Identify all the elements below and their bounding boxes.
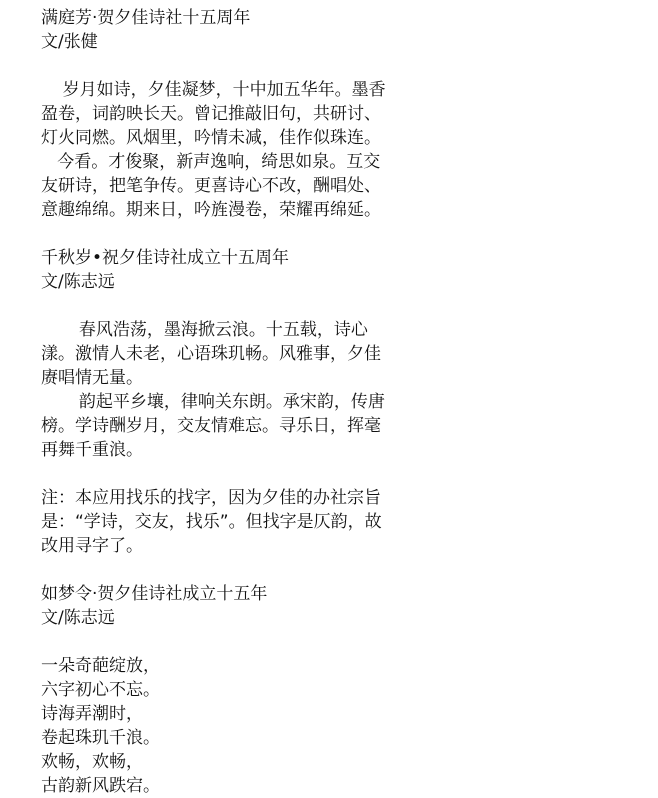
poem-author: 文/张健 bbox=[41, 32, 98, 52]
poem-line: 友研诗，把笔争传。更喜诗心不改，酬唱处、 bbox=[41, 176, 381, 196]
poem-title: 如梦令·贺夕佳诗社成立十五年 bbox=[41, 584, 268, 604]
poem-line: 意趣绵绵。期来日，吟旌漫卷，荣耀再绵延。 bbox=[41, 200, 381, 220]
poem-line: 灯火同燃。风烟里，吟情未减，佳作似珠连。 bbox=[41, 128, 381, 148]
poem-line: 古韵新风跌宕。 bbox=[41, 776, 160, 796]
poem-line: 六字初心不忘。 bbox=[41, 680, 160, 700]
spacer bbox=[41, 294, 441, 318]
poem-line: 漾。激情人未老，心语珠玑畅。风雅事，夕佳 bbox=[41, 344, 381, 364]
poem-line: 再舞千重浪。 bbox=[41, 440, 143, 460]
spacer bbox=[41, 462, 441, 486]
poem-line: 诗海弄潮时， bbox=[41, 704, 143, 724]
poem-note-line: 是：“学诗，交友，找乐”。但找字是仄韵，故 bbox=[41, 512, 382, 532]
poem-line: 盈卷，词韵映长天。曾记推敲旧句，共研讨、 bbox=[41, 104, 381, 124]
spacer bbox=[41, 222, 441, 246]
poem-line: 春风浩荡，墨海掀云浪。十五载，诗心 bbox=[41, 320, 368, 340]
poem-line: 韵起平乡壤，律响关东朗。承宋韵，传唐 bbox=[41, 392, 385, 412]
poem-author: 文/陈志远 bbox=[41, 272, 115, 292]
poem-line: 岁月如诗，夕佳凝梦，十中加五华年。墨香 bbox=[41, 80, 386, 100]
poem-line: 欢畅，欢畅， bbox=[41, 752, 143, 772]
poem-line: 榜。学诗酬岁月，交友情难忘。寻乐日，挥毫 bbox=[41, 416, 381, 436]
poem-author: 文/陈志远 bbox=[41, 608, 115, 628]
poem-line: 今看。才俊聚，新声逸响，绮思如泉。互交 bbox=[41, 152, 381, 172]
spacer bbox=[41, 558, 441, 582]
poem-line: 一朵奇葩绽放， bbox=[41, 656, 160, 676]
poem-note-line: 注：本应用找乐的找字，因为夕佳的办社宗旨 bbox=[41, 488, 381, 508]
spacer bbox=[41, 66, 441, 78]
poem-line: 卷起珠玑千浪。 bbox=[41, 728, 160, 748]
poem-title: 满庭芳·贺夕佳诗社十五周年 bbox=[41, 8, 251, 28]
document-body bbox=[41, 6, 441, 798]
poem-note-line: 改用寻字了。 bbox=[41, 536, 143, 556]
spacer bbox=[41, 54, 441, 66]
spacer bbox=[41, 630, 441, 654]
poem-line: 赓唱情无量。 bbox=[41, 368, 143, 388]
poem-title: 千秋岁•祝夕佳诗社成立十五周年 bbox=[41, 248, 290, 268]
